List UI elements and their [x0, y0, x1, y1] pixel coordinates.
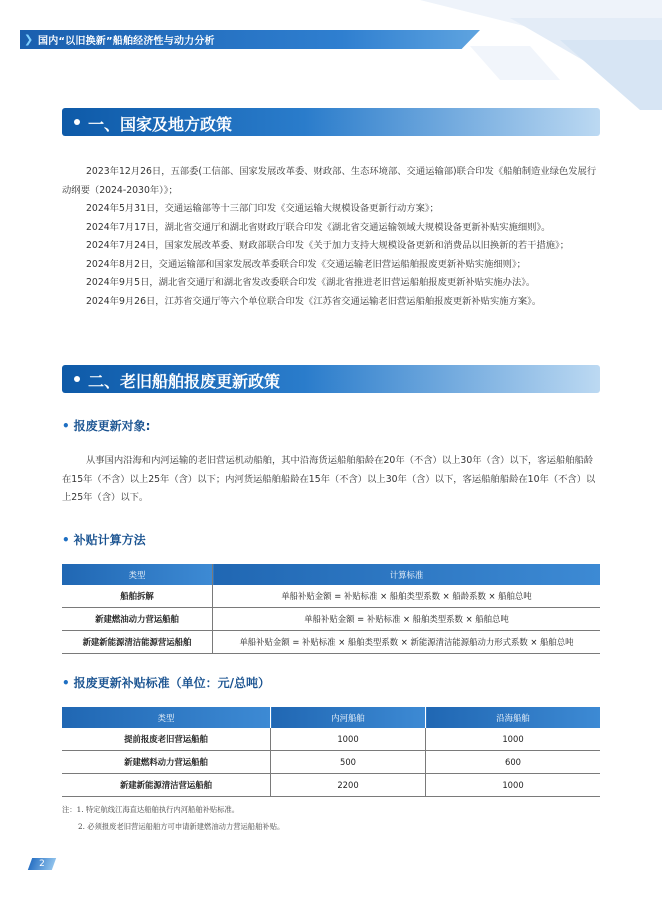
- table-cell: 2200: [271, 774, 426, 797]
- table-row: [62, 774, 600, 797]
- header-title: 国内“以旧换新”船舶经济性与动力分析: [38, 36, 215, 47]
- section-2-heading: [62, 365, 600, 393]
- section-1-title: 一、国家及地方政策: [88, 115, 233, 134]
- table-cell: 单船补贴金额 = 补贴标准 × 船舶类型系数 × 船龄系数 × 船舶总吨: [213, 585, 601, 608]
- target-paragraph: [62, 452, 602, 508]
- bullet-icon: [74, 119, 80, 125]
- bullet-icon: •: [62, 676, 70, 690]
- table-cell: 新建新能源清洁能源营运船舶: [62, 631, 213, 654]
- table-cell: 提前报废老旧营运船舶: [62, 728, 271, 751]
- table-cell: 1000: [426, 774, 601, 797]
- table-cell: 新建燃料动力营运船舶: [62, 751, 271, 774]
- page-number: [28, 858, 56, 870]
- footnote: 注：1. 特定航线江海直达船舶执行内河船舶补贴标准。: [62, 805, 240, 814]
- page-number-text: 2: [39, 859, 45, 869]
- table-cell: 1000: [271, 728, 426, 751]
- policy-item: 2023年12月26日，五部委(工信部、国家发展改革委、财政部、生态环境部、交通运输部)联合印发《船舶制造业绿色发展行动纲要（2024-2030年）》；: [62, 166, 597, 196]
- table-header-cell: 计算标准: [213, 564, 601, 585]
- bullet-icon: •: [62, 419, 70, 433]
- table-header-cell: 内河船舶: [271, 707, 426, 728]
- table-header-cell: 类型: [62, 564, 213, 585]
- table-cell: 1000: [426, 728, 601, 751]
- policy-item: 2024年9月5日，湖北省交通厅和湖北省发改委联合印发《湖北省推进老旧营运船舶报废更新补贴实施办法》。: [86, 277, 536, 288]
- standard-heading: [62, 674, 270, 691]
- policy-list: [62, 163, 602, 311]
- table-cell: 600: [426, 751, 601, 774]
- footnote: 2. 必须报废老旧营运船舶方可申请新建燃油动力营运船舶补贴。: [78, 822, 285, 831]
- calc-heading-text: 补贴计算方法: [73, 533, 146, 547]
- table-cell: 500: [271, 751, 426, 774]
- policy-item: 2024年8月2日，交通运输部和国家发展改革委联合印发《交通运输老旧营运船舶报废更新补贴实施细则》；: [86, 258, 526, 270]
- target-text: 从事国内沿海和内河运输的老旧营运机动船舶，其中沿海货运船舶船龄在20年（不含）以上30年（含）以下，客运船舶船龄在15年（不含）以上25年（含）以下；内河货运船舶船龄在15年（不含）以上30年（含）以下，客运船舶船龄在10年（不含）以上25年（含）以下。: [62, 455, 596, 503]
- table-row: [62, 751, 600, 774]
- bullet-icon: [74, 376, 80, 382]
- policy-item: 2024年7月17日，湖北省交通厅和湖北省财政厅联合印发《湖北省交通运输领域大规模设备更新补贴实施细则》。: [86, 221, 551, 233]
- standard-table: [62, 707, 600, 797]
- table-row: [62, 585, 600, 608]
- table-row: [62, 631, 600, 654]
- calc-table: [62, 564, 600, 654]
- table-row: [62, 608, 600, 631]
- chevron-right-icon: ❯: [24, 33, 34, 46]
- table-cell: 船舶拆解: [62, 585, 213, 608]
- table-row: [62, 728, 600, 751]
- target-heading-text: 报废更新对象:: [73, 419, 151, 433]
- target-heading: [62, 417, 150, 434]
- section-2-title: 二、老旧船舶报废更新政策: [88, 372, 281, 391]
- section-1-heading: [62, 108, 600, 136]
- table-cell: 单船补贴金额 = 补贴标准 × 船舶类型系数 × 船舶总吨: [213, 608, 601, 631]
- table-header-cell: 沿海船舶: [426, 707, 601, 728]
- table-header-row: [62, 564, 600, 585]
- table-cell: 单船补贴金额 = 补贴标准 × 船舶类型系数 × 新能源清洁能源船动力形式系数 × 船舶总吨: [213, 631, 601, 654]
- policy-item: 2024年7月24日，国家发展改革委、财政部联合印发《关于加力支持大规模设备更新和消费品以旧换新的若干措施》；: [86, 240, 570, 251]
- policy-item: 2024年9月26日，江苏省交通厅等六个单位联合印发《江苏省交通运输老旧营运船舶报废更新补贴实施方案》。: [86, 295, 542, 307]
- decorative-stripes: [300, 0, 662, 110]
- table-cell: 新建新能源清洁营运船舶: [62, 774, 271, 797]
- bullet-icon: •: [62, 533, 70, 547]
- standard-heading-text: 报废更新补贴标准（单位：元/总吨）: [73, 676, 271, 690]
- table-header-row: [62, 707, 600, 728]
- table-cell: 新建燃油动力营运船舶: [62, 608, 213, 631]
- calc-heading: [62, 531, 146, 548]
- policy-item: 2024年5月31日，交通运输部等十三部门印发《交通运输大规模设备更新行动方案》；: [86, 203, 439, 214]
- table-header-cell: 类型: [62, 707, 271, 728]
